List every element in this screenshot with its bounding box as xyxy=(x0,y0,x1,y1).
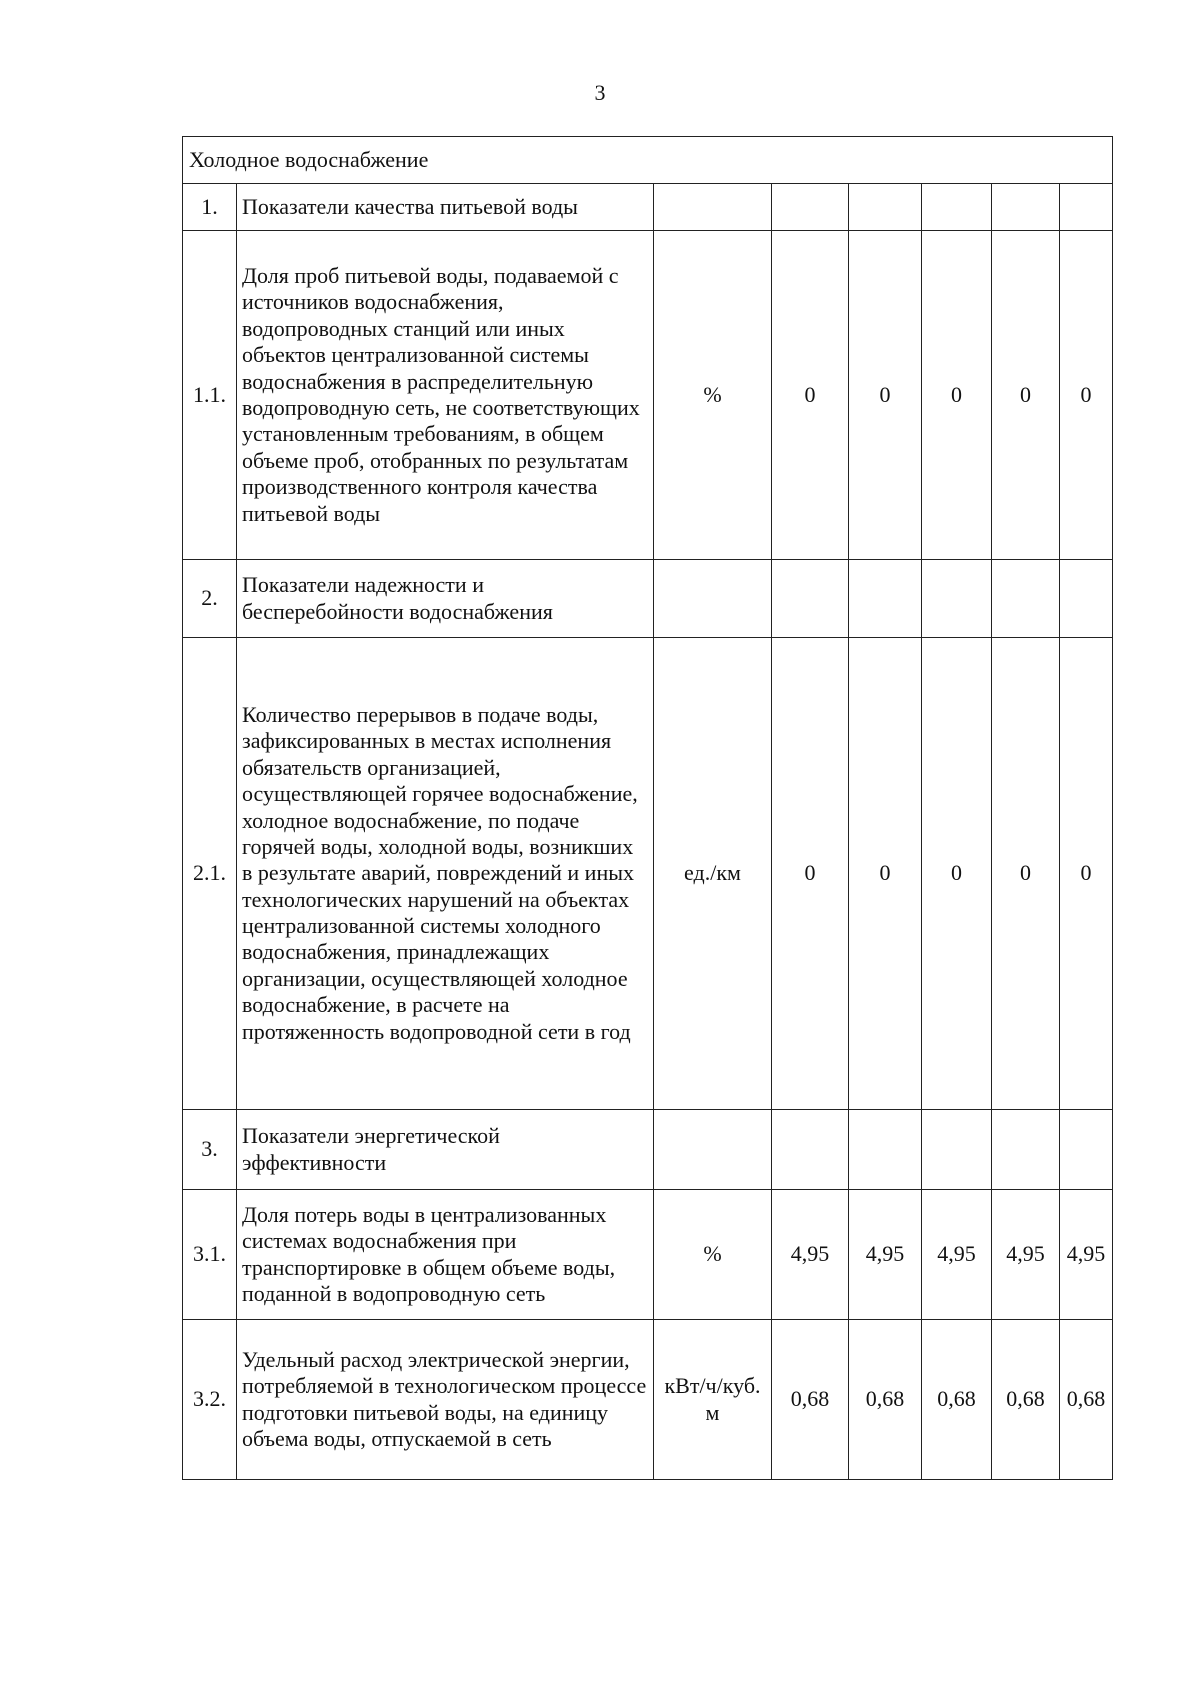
row-value xyxy=(849,1110,922,1190)
row-number: 2. xyxy=(183,560,237,638)
row-value: 4,95 xyxy=(772,1190,849,1320)
row-unit xyxy=(654,1110,772,1190)
row-value xyxy=(922,1110,992,1190)
row-description: Количество перерывов в подаче воды, зафиксированных в местах исполнения обязательств организацией, осуществляющей горячее водоснабжение, холодное водоснабжение, по подаче горячей воды, холодной воды, возникших в результате аварий, повреждений и иных технологических нарушений на объектах централизованной системы холодного водоснабжения, принадлежащих организации, осуществляющей холодное водоснабжение, в расчете на протяженность водопроводной сети в год xyxy=(237,638,654,1110)
row-value xyxy=(849,560,922,638)
row-description: Доля потерь воды в централизованных системах водоснабжения при транспортировке в общем объеме воды, поданной в водопроводную сеть xyxy=(237,1190,654,1320)
row-value: 4,95 xyxy=(992,1190,1060,1320)
row-description: Доля проб питьевой воды, подаваемой с источников водоснабжения, водопроводных станций или иных объектов централизованной системы водоснабжения в распределительную водопроводную сеть, не соответствующих установленным требованиям, в общем объеме проб, отобранных по результатам производственного контроля качества питьевой воды xyxy=(237,231,654,560)
row-value: 0 xyxy=(1060,638,1113,1110)
row-value: 0 xyxy=(772,638,849,1110)
row-number: 3. xyxy=(183,1110,237,1190)
row-value: 4,95 xyxy=(1060,1190,1113,1320)
row-value: 0 xyxy=(772,231,849,560)
section-header-row xyxy=(183,137,1113,184)
row-value: 0 xyxy=(992,231,1060,560)
row-value xyxy=(922,184,992,231)
page-number: 3 xyxy=(594,80,606,105)
row-number: 3.1. xyxy=(183,1190,237,1320)
row-value: 0 xyxy=(992,638,1060,1110)
row-value: 4,95 xyxy=(922,1190,992,1320)
row-value: 0,68 xyxy=(922,1320,992,1480)
row-value xyxy=(922,560,992,638)
row-value xyxy=(772,1110,849,1190)
row-value: 0 xyxy=(849,638,922,1110)
row-value xyxy=(849,184,922,231)
row-description: Удельный расход электрической энергии, потребляемой в технологическом процессе подготовки питьевой воды, на единицу объема воды, отпускаемой в сеть xyxy=(237,1320,654,1480)
row-value: 0 xyxy=(922,231,992,560)
row-value: 0 xyxy=(849,231,922,560)
indicators-table xyxy=(182,136,1113,1480)
row-unit: % xyxy=(654,231,772,560)
row-description: Показатели энергетической эффективности xyxy=(237,1110,654,1190)
row-unit: % xyxy=(654,1190,772,1320)
row-value: 0,68 xyxy=(1060,1320,1113,1480)
table-row xyxy=(183,231,1113,560)
row-value xyxy=(1060,1110,1113,1190)
row-value: 0 xyxy=(1060,231,1113,560)
row-value: 0,68 xyxy=(772,1320,849,1480)
table-row xyxy=(183,638,1113,1110)
row-value xyxy=(992,184,1060,231)
row-unit xyxy=(654,560,772,638)
row-unit xyxy=(654,184,772,231)
row-number: 2.1. xyxy=(183,638,237,1110)
row-number: 1.1. xyxy=(183,231,237,560)
row-unit: кВт/ч/куб. м xyxy=(654,1320,772,1480)
row-unit: ед./км xyxy=(654,638,772,1110)
row-value: 0 xyxy=(922,638,992,1110)
table-row xyxy=(183,560,1113,638)
row-description: Показатели качества питьевой воды xyxy=(237,184,654,231)
row-value xyxy=(992,1110,1060,1190)
row-value xyxy=(1060,560,1113,638)
row-value: 4,95 xyxy=(849,1190,922,1320)
table-row xyxy=(183,1320,1113,1480)
row-description: Показатели надежности и бесперебойности водоснабжения xyxy=(237,560,654,638)
table-row xyxy=(183,1190,1113,1320)
row-value xyxy=(992,560,1060,638)
table-row xyxy=(183,1110,1113,1190)
row-value: 0,68 xyxy=(849,1320,922,1480)
row-value xyxy=(772,184,849,231)
section-title: Холодное водоснабжение xyxy=(183,137,1113,184)
row-value xyxy=(772,560,849,638)
table-row xyxy=(183,184,1113,231)
row-number: 1. xyxy=(183,184,237,231)
row-number: 3.2. xyxy=(183,1320,237,1480)
row-value: 0,68 xyxy=(992,1320,1060,1480)
row-value xyxy=(1060,184,1113,231)
